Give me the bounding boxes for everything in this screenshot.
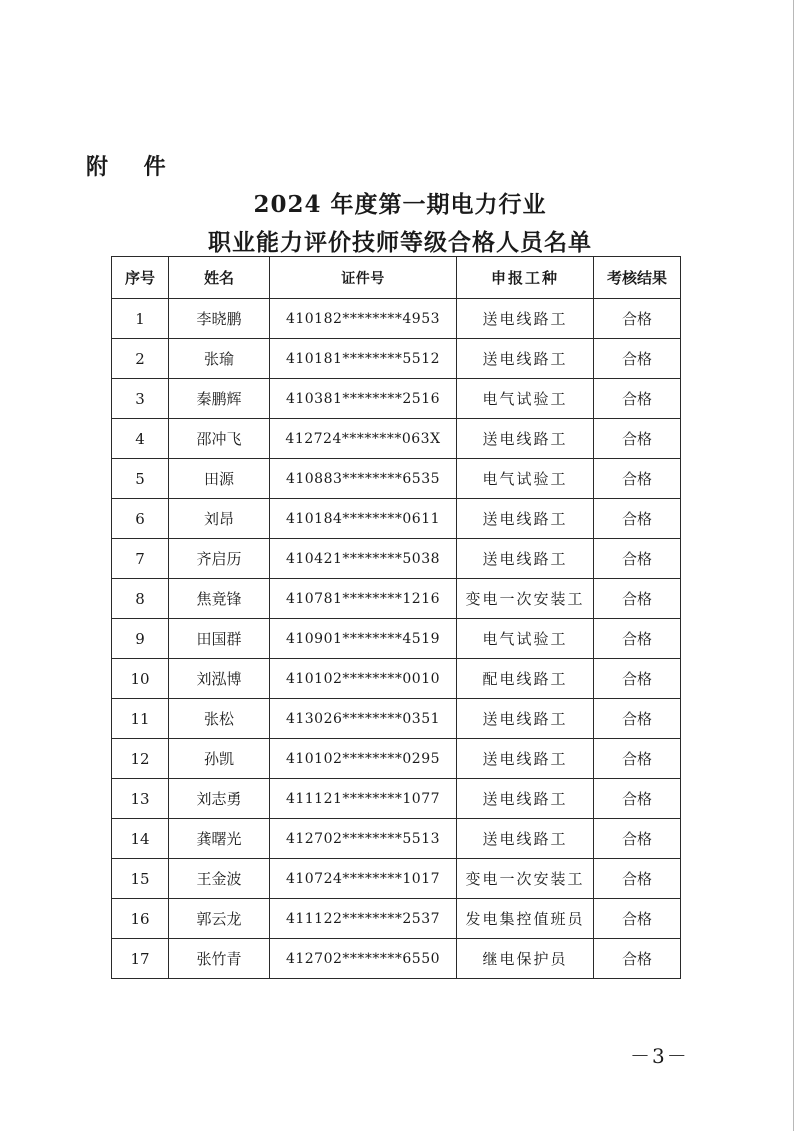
cell-id-number: 410102********0295 <box>270 739 457 779</box>
cell-id-number: 410883********6535 <box>270 459 457 499</box>
cell-job-type: 送电线路工 <box>457 699 594 739</box>
cell-name: 邵冲飞 <box>169 419 270 459</box>
cell-result: 合格 <box>594 539 681 579</box>
title-line-1: 2024 年度第一期电力行业 <box>253 191 547 218</box>
table-row <box>112 539 681 579</box>
cell-id-number: 411122********2537 <box>270 899 457 939</box>
cell-index: 9 <box>112 619 169 659</box>
cell-job-type: 送电线路工 <box>457 739 594 779</box>
cell-name: 焦竟锋 <box>169 579 270 619</box>
cell-result: 合格 <box>594 779 681 819</box>
cell-job-type: 电气试验工 <box>457 459 594 499</box>
cell-name: 张瑜 <box>169 339 270 379</box>
table-header-row <box>112 257 681 299</box>
header-index: 序号 <box>112 257 169 299</box>
cell-job-type: 继电保护员 <box>457 939 594 979</box>
cell-name: 秦鹏辉 <box>169 379 270 419</box>
cell-job-type: 送电线路工 <box>457 779 594 819</box>
cell-name: 张竹青 <box>169 939 270 979</box>
table-row <box>112 779 681 819</box>
cell-result: 合格 <box>594 459 681 499</box>
table-row <box>112 819 681 859</box>
cell-id-number: 410781********1216 <box>270 579 457 619</box>
page-edge-line <box>793 0 794 1131</box>
cell-name: 王金波 <box>169 859 270 899</box>
table-row <box>112 659 681 699</box>
cell-result: 合格 <box>594 619 681 659</box>
cell-name: 张松 <box>169 699 270 739</box>
cell-id-number: 410182********4953 <box>270 299 457 339</box>
header-id-number: 证件号 <box>270 257 457 299</box>
table-row <box>112 379 681 419</box>
cell-job-type: 配电线路工 <box>457 659 594 699</box>
cell-id-number: 412724********063X <box>270 419 457 459</box>
cell-job-type: 电气试验工 <box>457 619 594 659</box>
cell-index: 16 <box>112 899 169 939</box>
cell-id-number: 412702********6550 <box>270 939 457 979</box>
cell-result: 合格 <box>594 299 681 339</box>
cell-name: 刘志勇 <box>169 779 270 819</box>
cell-result: 合格 <box>594 659 681 699</box>
cell-id-number: 410724********1017 <box>270 859 457 899</box>
cell-name: 刘昂 <box>169 499 270 539</box>
cell-index: 8 <box>112 579 169 619</box>
table-body <box>112 299 681 979</box>
cell-result: 合格 <box>594 899 681 939</box>
cell-index: 3 <box>112 379 169 419</box>
cell-result: 合格 <box>594 859 681 899</box>
table-row <box>112 419 681 459</box>
cell-id-number: 410102********0010 <box>270 659 457 699</box>
cell-index: 4 <box>112 419 169 459</box>
cell-result: 合格 <box>594 579 681 619</box>
qualified-personnel-table <box>111 256 681 979</box>
table-row <box>112 699 681 739</box>
cell-result: 合格 <box>594 339 681 379</box>
table-row <box>112 299 681 339</box>
page-number: －3－ <box>630 1044 689 1068</box>
cell-name: 田国群 <box>169 619 270 659</box>
cell-job-type: 送电线路工 <box>457 539 594 579</box>
cell-name: 刘泓博 <box>169 659 270 699</box>
cell-index: 1 <box>112 299 169 339</box>
cell-index: 11 <box>112 699 169 739</box>
title-line-2: 职业能力评价技师等级合格人员名单 <box>208 229 592 256</box>
cell-result: 合格 <box>594 819 681 859</box>
cell-result: 合格 <box>594 699 681 739</box>
cell-id-number: 410381********2516 <box>270 379 457 419</box>
header-name: 姓名 <box>169 257 270 299</box>
cell-index: 6 <box>112 499 169 539</box>
table-row <box>112 899 681 939</box>
cell-job-type: 变电一次安装工 <box>457 859 594 899</box>
cell-id-number: 410184********0611 <box>270 499 457 539</box>
cell-name: 孙凯 <box>169 739 270 779</box>
table-row <box>112 579 681 619</box>
cell-index: 14 <box>112 819 169 859</box>
cell-job-type: 电气试验工 <box>457 379 594 419</box>
cell-name: 李晓鹏 <box>169 299 270 339</box>
cell-index: 2 <box>112 339 169 379</box>
cell-id-number: 413026********0351 <box>270 699 457 739</box>
table-row <box>112 499 681 539</box>
cell-job-type: 送电线路工 <box>457 299 594 339</box>
cell-index: 5 <box>112 459 169 499</box>
cell-result: 合格 <box>594 499 681 539</box>
cell-index: 10 <box>112 659 169 699</box>
table-row <box>112 939 681 979</box>
cell-result: 合格 <box>594 939 681 979</box>
cell-name: 齐启历 <box>169 539 270 579</box>
cell-index: 17 <box>112 939 169 979</box>
cell-index: 13 <box>112 779 169 819</box>
cell-index: 7 <box>112 539 169 579</box>
cell-id-number: 412702********5513 <box>270 819 457 859</box>
cell-name: 田源 <box>169 459 270 499</box>
cell-job-type: 送电线路工 <box>457 419 594 459</box>
cell-job-type: 送电线路工 <box>457 499 594 539</box>
cell-id-number: 410901********4519 <box>270 619 457 659</box>
header-result: 考核结果 <box>594 257 681 299</box>
cell-index: 15 <box>112 859 169 899</box>
attachment-label: 附 件 <box>86 155 180 180</box>
cell-job-type: 变电一次安装工 <box>457 579 594 619</box>
table-row <box>112 459 681 499</box>
table-row <box>112 859 681 899</box>
cell-name: 郭云龙 <box>169 899 270 939</box>
cell-name: 龚曙光 <box>169 819 270 859</box>
cell-index: 12 <box>112 739 169 779</box>
cell-result: 合格 <box>594 419 681 459</box>
cell-result: 合格 <box>594 379 681 419</box>
cell-job-type: 发电集控值班员 <box>457 899 594 939</box>
cell-id-number: 410181********5512 <box>270 339 457 379</box>
table-row <box>112 339 681 379</box>
table-row <box>112 739 681 779</box>
header-job-type: 申报工种 <box>457 257 594 299</box>
cell-id-number: 411121********1077 <box>270 779 457 819</box>
table-row <box>112 619 681 659</box>
cell-result: 合格 <box>594 739 681 779</box>
cell-job-type: 送电线路工 <box>457 339 594 379</box>
cell-id-number: 410421********5038 <box>270 539 457 579</box>
cell-job-type: 送电线路工 <box>457 819 594 859</box>
